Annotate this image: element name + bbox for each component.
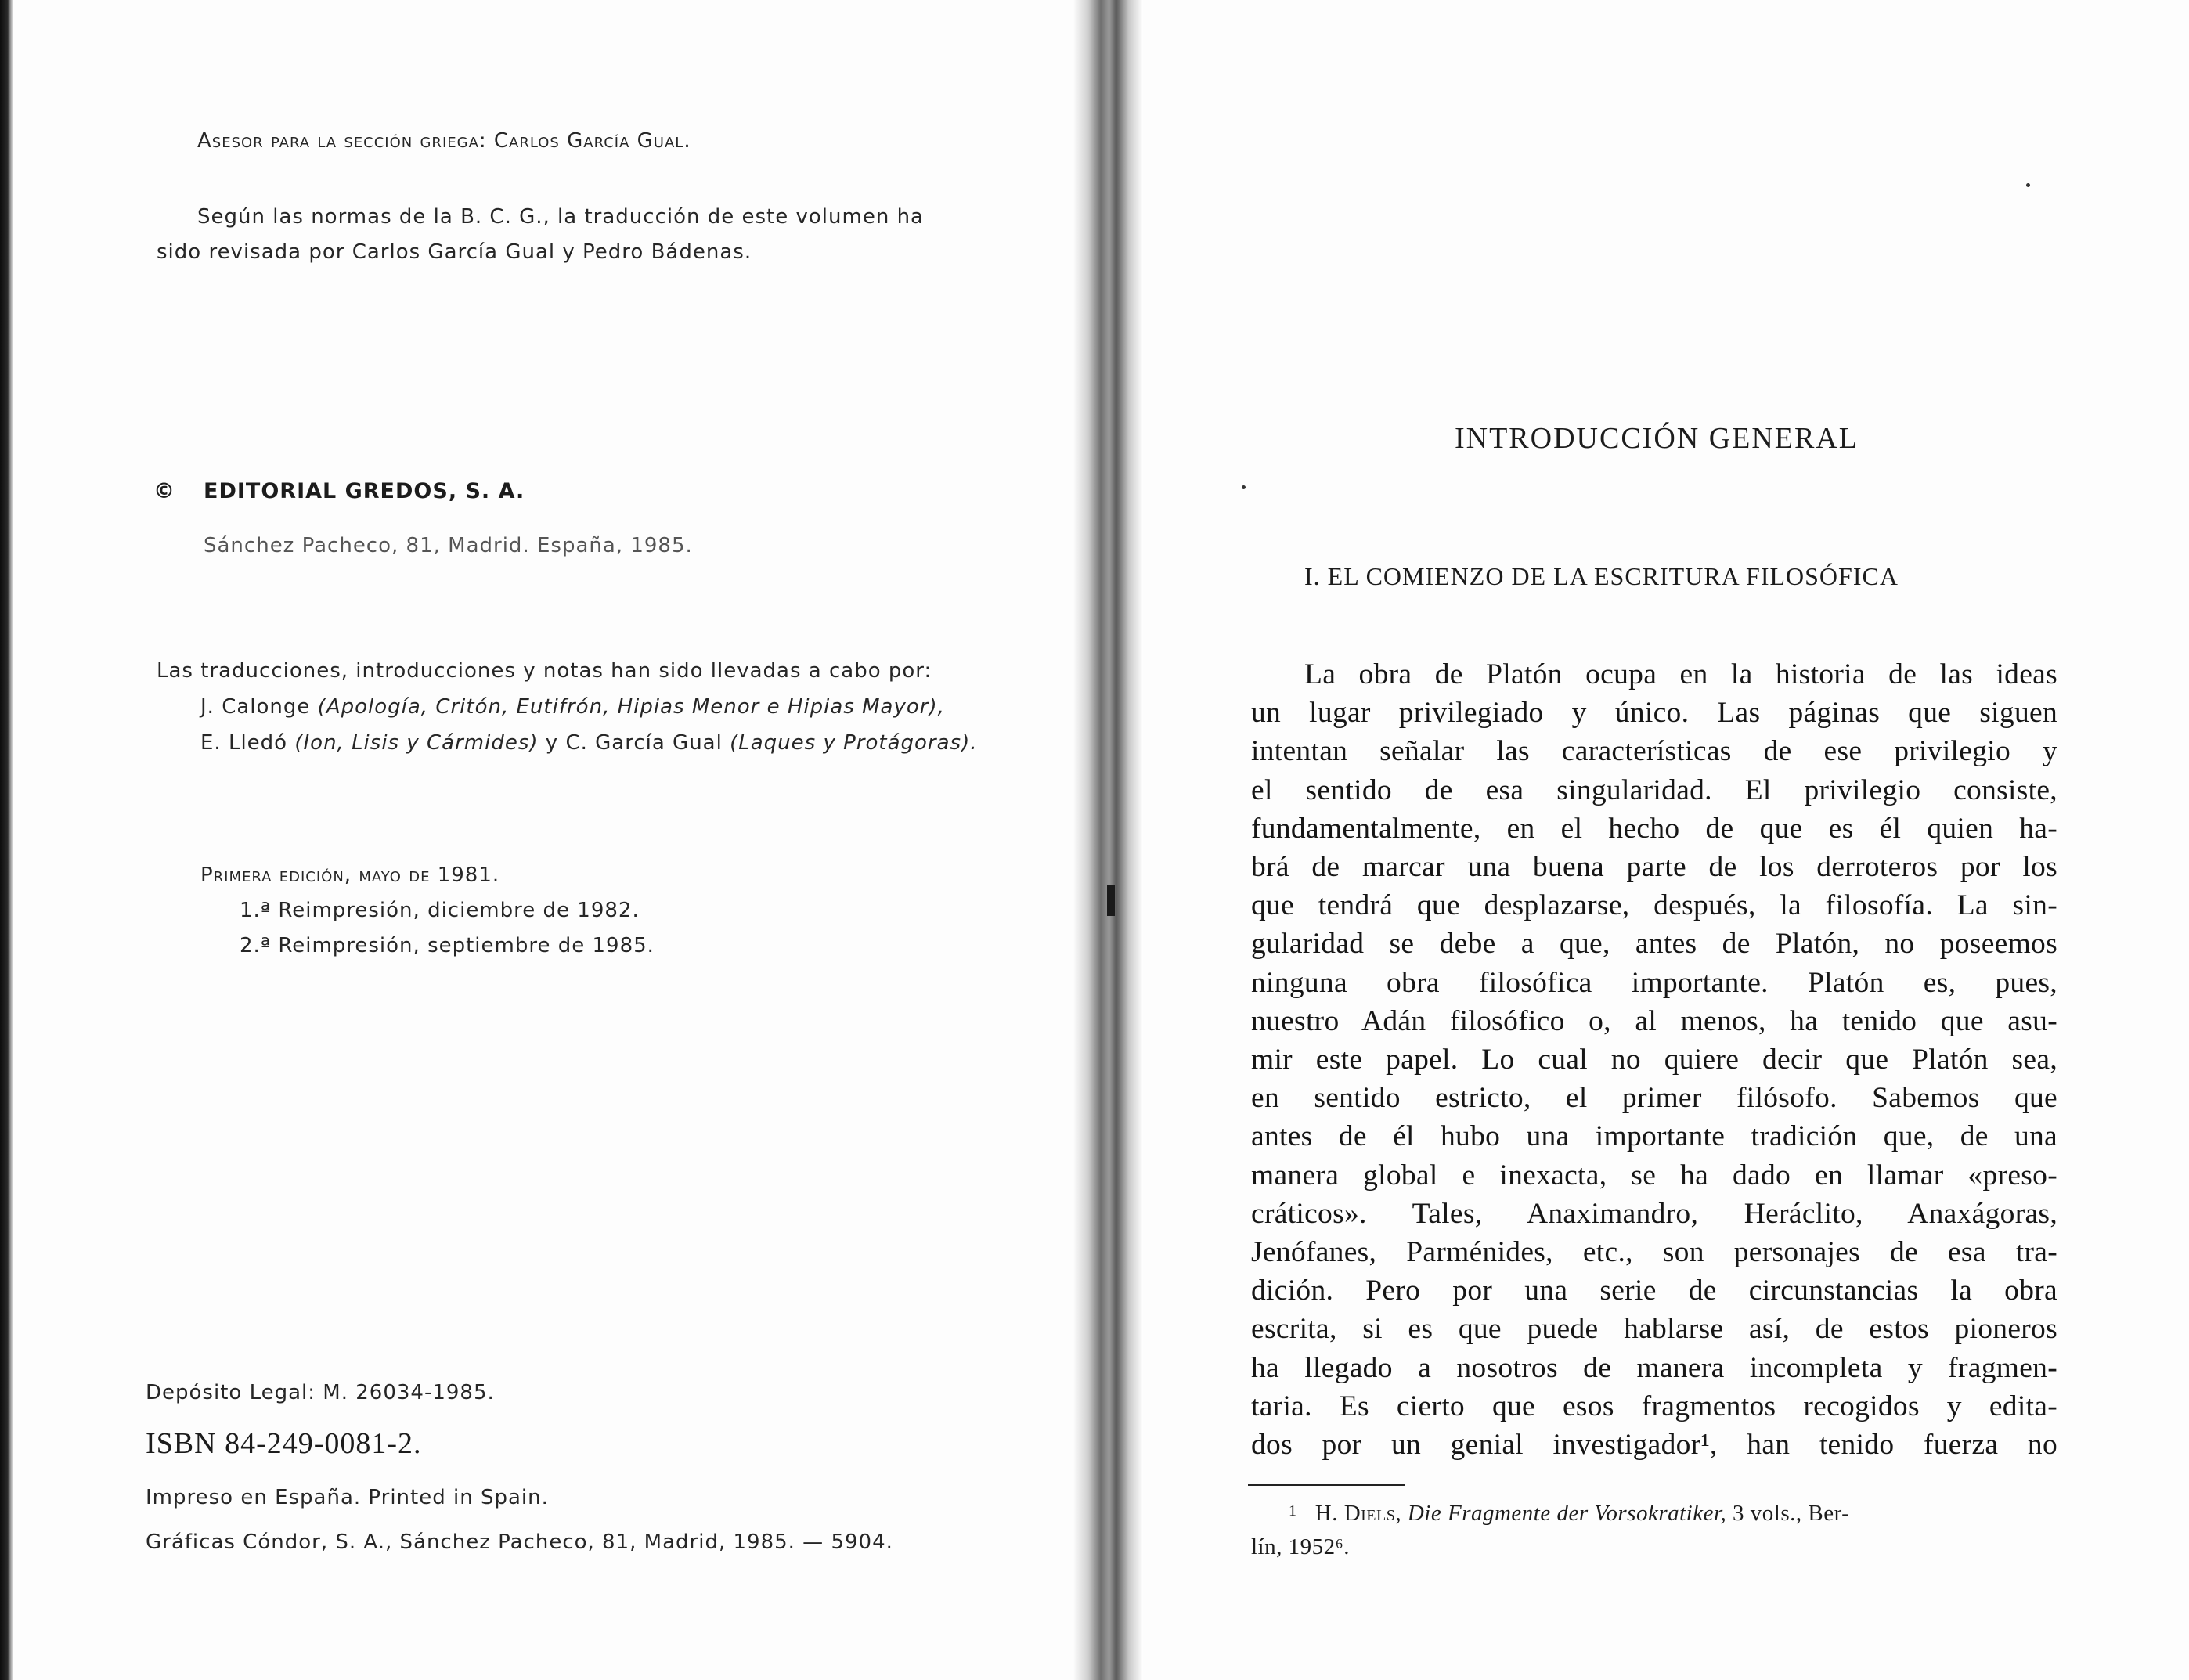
paragraph-line: nuestro Adán filosófico o, al menos, ha tenido que asu- [1251,1006,2057,1037]
copyright-icon: © [153,479,175,503]
paragraph-line: mir este papel. Lo cual no quiere decir que Platón sea, [1251,1045,2057,1076]
translators-intro: Las traducciones, introducciones y notas han sido llevadas a cabo por: [157,659,932,683]
scan-speck [2026,183,2030,187]
paragraph-line: cráticos». Tales, Anaximandro, Heráclito, Anaxágoras, [1251,1199,2057,1230]
translator-3-name: y C. García Gual [538,731,730,755]
paragraph-line: Jenófanes, Parménides, etc., son personajes de esa tra- [1251,1238,2057,1268]
translator-line-2 [200,731,978,755]
footnote-rule [1248,1484,1405,1486]
paragraph-line: que tendrá que desplazarse, después, la filosofía. La sin- [1251,891,2057,922]
paragraph-line: dición. Pero por una serie de circunstancias la obra [1251,1276,2057,1307]
paragraph-line: La obra de Platón ocupa en la historia de las ideas [1304,660,2057,690]
paragraph-line: antes de él hubo una importante tradición que, de una [1251,1122,2057,1153]
first-edition-line: Primera edición, mayo de 1981. [200,863,500,887]
paragraph-line: intentan señalar las características de ese privilegio y [1251,737,2057,768]
advisor-line: Asesor para la sección griega: Carlos García Gual. [197,129,691,153]
paragraph-line: taria. Es cierto que esos fragmentos recogidos y edita- [1251,1391,2057,1422]
translator-line-1 [200,695,945,719]
section-heading: I. EL COMIENZO DE LA ESCRITURA FILOSÓFICA [1304,562,1899,590]
reprint-line-2: 2.ª Reimpresión, septiembre de 1985. [240,934,655,957]
revision-line-2: sido revisada por Carlos García Gual y Pedro Bádenas. [157,240,752,264]
footnote-marker: 1 [1289,1502,1297,1520]
paragraph-line: ha llegado a nosotros de manera incompleta y fragmen- [1251,1353,2057,1384]
paragraph-line: escrita, si es que puede hablarse así, de estos pioneros [1251,1314,2057,1346]
revision-line-1: Según las normas de la B. C. G., la traducción de este volumen ha [197,205,924,229]
isbn-line: ISBN 84-249-0081-2. [146,1427,422,1460]
printer-line: Gráficas Cóndor, S. A., Sánchez Pacheco, 81, Madrid, 1985. — 5904. [146,1530,893,1554]
paragraph-line: en sentido estricto, el primer filósofo. Sabemos que [1251,1083,2057,1115]
footnote-line-2: lín, 1952⁶. [1251,1534,1350,1559]
paragraph-line: gularidad se debe a que, antes de Platón, no poseemos [1251,929,2057,961]
footnote-author: H. Diels, [1314,1501,1402,1526]
scan-speck [1242,485,1246,489]
paragraph-line: un lugar privilegiado y único. Las páginas que siguen [1251,698,2057,730]
footnote-title: Die Fragmente der Vorsokratiker, [1407,1501,1727,1526]
book-gutter [1073,0,1143,1680]
paragraph-line: manera global e inexacta, se ha dado en llamar «preso- [1251,1160,2057,1192]
left-scan-edge [0,0,13,1680]
translator-2-works: (Ion, Lisis y Cármides) [294,731,539,755]
translator-2-name: E. Lledó [200,731,295,755]
footnote-line-1 [1289,1501,1849,1527]
paragraph-line: ninguna obra filosófica importante. Platón es, pues, [1251,968,2057,999]
legal-deposit: Depósito Legal: M. 26034-1985. [146,1381,495,1404]
page-title: INTRODUCCIÓN GENERAL [1455,422,1859,455]
paragraph-line: brá de marcar una buena parte de los derroteros por los [1251,853,2057,883]
reprint-line-1: 1.ª Reimpresión, diciembre de 1982. [240,899,640,922]
paragraph-line: dos por un genial investigador¹, han tenido fuerza no [1251,1430,2057,1461]
publisher-address: Sánchez Pacheco, 81, Madrid. España, 1985. [204,534,693,557]
gutter-mark [1107,885,1115,916]
translator-1-name: J. Calonge [200,695,318,719]
translator-3-works: (Laques y Protágoras). [730,731,978,755]
translator-1-works: (Apología, Critón, Eutifrón, Hipias Menor e Hipias Mayor), [317,695,945,719]
publisher-name: EDITORIAL GREDOS, S. A. [204,479,525,503]
printed-in-line: Impreso en España. Printed in Spain. [146,1486,549,1509]
paragraph-line: fundamentalmente, en el hecho de que es él quien ha- [1251,813,2057,845]
footnote-rest: 3 vols., Ber- [1733,1501,1850,1526]
paragraph-line: el sentido de esa singularidad. El privilegio consiste, [1251,775,2057,806]
